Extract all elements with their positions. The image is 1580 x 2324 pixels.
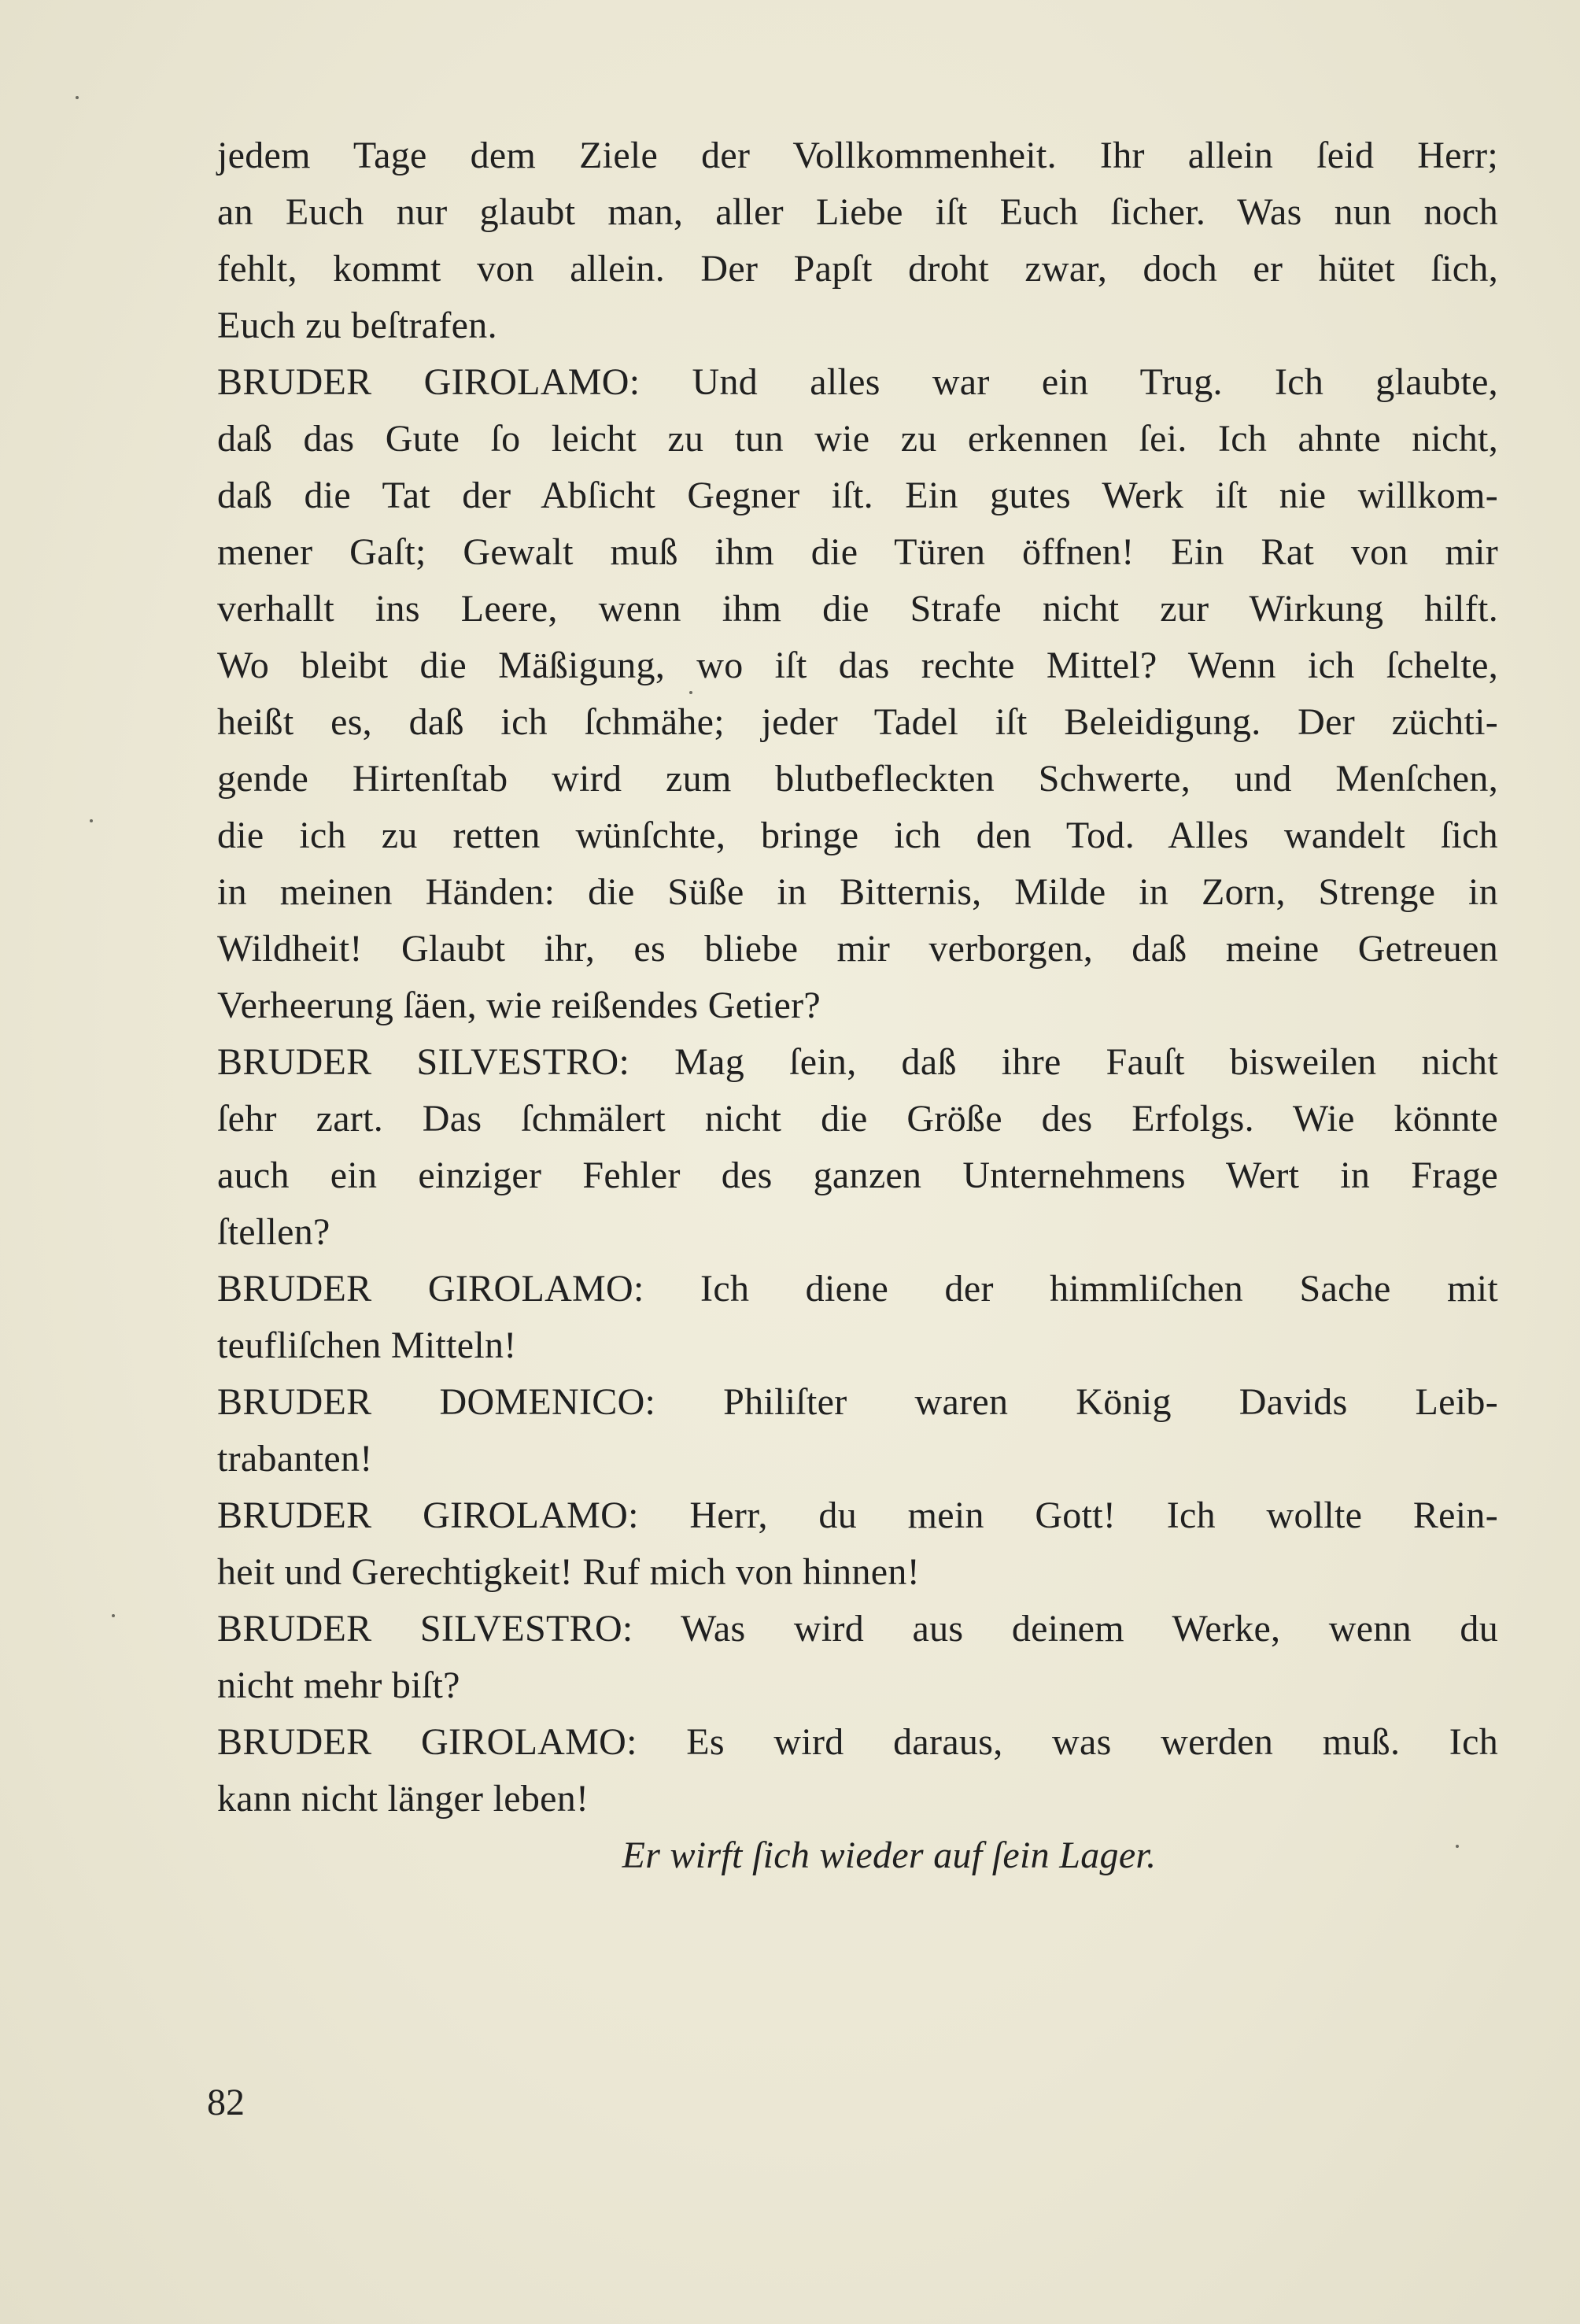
text-line: Wildheit! Glaubt ihr, es bliebe mir verborgen, daß meine Getreuen [217, 928, 1498, 970]
paper-speck [112, 1614, 115, 1617]
page-number: 82 [207, 2082, 245, 2123]
text-line: heißt es, daß ich ſchmähe; jeder Tadel iſt Beleidigung. Der züchti- [217, 701, 1498, 743]
page-text [217, 127, 1498, 1884]
text-line: trabanten! [217, 1438, 373, 1480]
text-line: nicht mehr biſt? [217, 1664, 460, 1706]
text-line: auch ein einziger Fehler des ganzen Unternehmens Wert in Frage [217, 1155, 1498, 1196]
paper-speck [76, 96, 79, 99]
paper-speck [689, 691, 692, 694]
text-line: BRUDER DOMENICO: Philiſter waren König Davids Leib- [217, 1381, 1498, 1423]
text-line: daß die Tat der Abſicht Gegner iſt. Ein gutes Werk iſt nie willkom- [217, 475, 1498, 516]
paper-speck [90, 819, 93, 822]
stage-direction: Er wirft ſich wieder auf ſein Lager. [622, 1834, 1157, 1876]
text-line: Wo bleibt die Mäßigung, wo iſt das rechte Mittel? Wenn ich ſchelte, [217, 645, 1498, 686]
text-line: BRUDER GIROLAMO: Ich diene der himmliſchen Sache mit [217, 1268, 1498, 1310]
text-line: die ich zu retten wünſchte, bringe ich den Tod. Alles wandelt ſich [217, 815, 1498, 856]
text-line: BRUDER GIROLAMO: Herr, du mein Gott! Ich wollte Rein- [217, 1495, 1498, 1536]
text-line: Euch zu beſtrafen. [217, 305, 497, 346]
text-line: mener Gaſt; Gewalt muß ihm die Türen öffnen! Ein Rat von mir [217, 531, 1498, 573]
text-line: BRUDER SILVESTRO: Was wird aus deinem Werke, wenn du [217, 1608, 1498, 1650]
text-line: heit und Gerechtigkeit! Ruf mich von hinnen! [217, 1551, 920, 1593]
text-line: an Euch nur glaubt man, aller Liebe iſt Euch ſicher. Was nun noch [217, 191, 1498, 233]
text-line: BRUDER GIROLAMO: Es wird daraus, was werden muß. Ich [217, 1721, 1498, 1763]
text-line: ſtellen? [217, 1211, 330, 1253]
text-line: BRUDER SILVESTRO: Mag ſein, daß ihre Fauſt bisweilen nicht [217, 1041, 1498, 1083]
text-line: jedem Tage dem Ziele der Vollkommenheit. Ihr allein ſeid Herr; [217, 135, 1498, 176]
text-line: BRUDER GIROLAMO: Und alles war ein Trug. Ich glaubte, [217, 361, 1498, 403]
text-line: in meinen Händen: die Süße in Bitternis, Milde in Zorn, Strenge in [217, 871, 1498, 913]
text-line: daß das Gute ſo leicht zu tun wie zu erkennen ſei. Ich ahnte nicht, [217, 418, 1498, 460]
text-line: ſehr zart. Das ſchmälert nicht die Größe des Erfolgs. Wie könnte [217, 1098, 1498, 1140]
text-line: teufliſchen Mitteln! [217, 1325, 517, 1366]
text-line: kann nicht länger leben! [217, 1778, 589, 1820]
text-line: fehlt, kommt von allein. Der Papſt droht zwar, doch er hütet ſich, [217, 248, 1498, 290]
text-line: Verheerung ſäen, wie reißendes Getier? [217, 985, 821, 1026]
text-line: gende Hirtenſtab wird zum blutbefleckten Schwerte, und Menſchen, [217, 758, 1498, 800]
text-line: verhallt ins Leere, wenn ihm die Strafe nicht zur Wirkung hilft. [217, 588, 1498, 630]
paper-speck [1456, 1845, 1459, 1848]
